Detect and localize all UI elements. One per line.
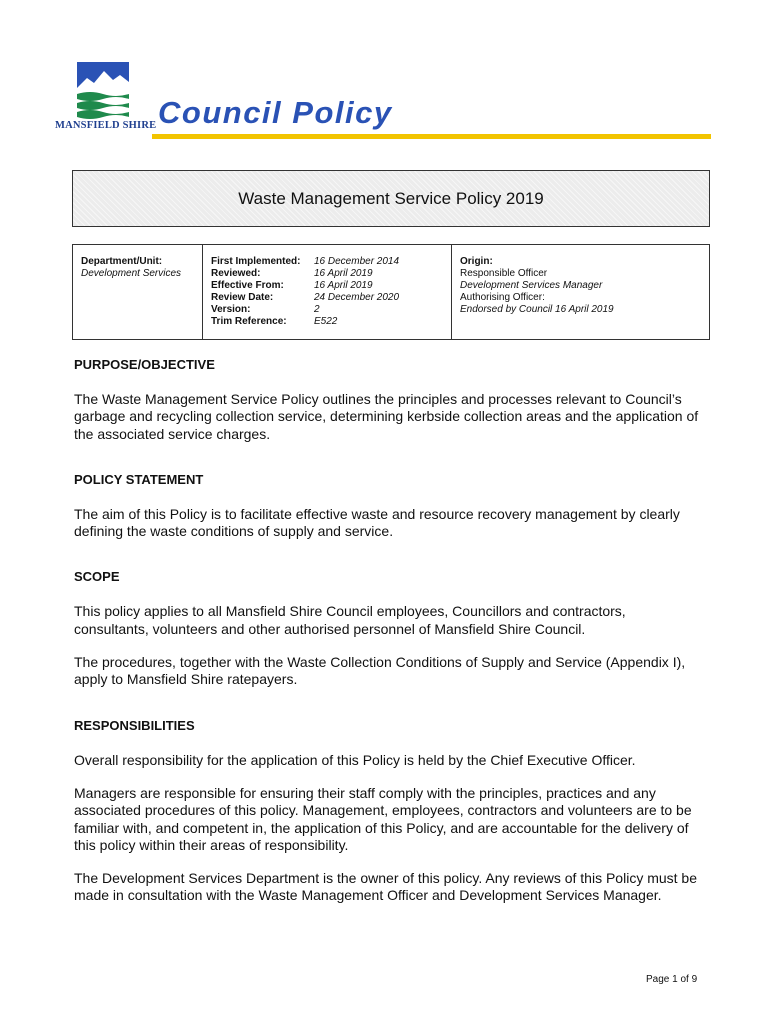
responsibilities-paragraph-3: The Development Services Department is the owner of this policy. Any reviews of this Policy must be made in consultation with the Waste Management Officer and Development Services Manager. bbox=[74, 870, 698, 904]
policy-metadata-table bbox=[72, 244, 710, 340]
meta-row: First Implemented: 16 December 2014 bbox=[211, 256, 400, 267]
department-label: Department/Unit: bbox=[81, 256, 163, 267]
meta-row: Version: 2 bbox=[211, 304, 320, 315]
authorising-officer-value: Endorsed by Council 16 April 2019 bbox=[460, 304, 614, 315]
authorising-officer-label: Authorising Officer: bbox=[460, 292, 545, 303]
policy-title: Waste Management Service Policy 2019 bbox=[238, 188, 544, 208]
mansfield-shire-logo bbox=[55, 60, 155, 135]
dates-column bbox=[202, 245, 451, 339]
department-value: Development Services bbox=[81, 268, 182, 279]
responsible-officer-label: Responsible Officer bbox=[460, 268, 548, 279]
scope-paragraph-2: The procedures, together with the Waste Collection Conditions of Supply and Service (Appendix I), apply to Mansfield Shire ratepayers. bbox=[74, 654, 686, 688]
responsible-officer-value: Development Services Manager bbox=[460, 280, 603, 291]
origin-label: Origin: bbox=[460, 256, 493, 267]
section-heading-responsibilities: RESPONSIBILITIES bbox=[74, 717, 195, 733]
logo-wordmark: MANSFIELD SHIRE bbox=[55, 120, 157, 131]
section-heading-scope: SCOPE bbox=[74, 569, 120, 585]
document-type-title: Council Policy bbox=[158, 95, 393, 130]
meta-row: Reviewed: 16 April 2019 bbox=[211, 268, 373, 279]
origin-column bbox=[451, 245, 709, 339]
page-number: Page 1 of 9 bbox=[646, 974, 698, 985]
section-heading-purpose: PURPOSE/OBJECTIVE bbox=[74, 357, 215, 372]
department-column bbox=[73, 245, 202, 339]
policy-title-box bbox=[72, 170, 710, 227]
section-heading-policy-statement: POLICY STATEMENT bbox=[74, 471, 204, 487]
mountain-river-logo-icon bbox=[77, 62, 129, 120]
meta-row: Review Date: 24 December 2020 bbox=[211, 292, 400, 303]
responsibilities-paragraph-2: Managers are responsible for ensuring their staff comply with the principles, practices and any associated procedures of this policy. Management, employees, contractors and volunteers are to be familiar with, and competent in, the application of this Policy, and are accountable for the delivery of this policy within their areas of responsibility. bbox=[74, 784, 692, 853]
purpose-paragraph: The Waste Management Service Policy outlines the principles and processes relevant to Council’s garbage and recycling collection service, determining kerbside collection areas and the application of the associated service charges. bbox=[74, 391, 699, 442]
scope-paragraph-1: This policy applies to all Mansfield Shire Council employees, Councillors and contractors, consultants, volunteers and other authorised personnel of Mansfield Shire Council. bbox=[74, 603, 626, 637]
policy-body bbox=[74, 356, 704, 921]
meta-row: Trim Reference: E522 bbox=[211, 316, 338, 327]
meta-row: Effective From: 16 April 2019 bbox=[211, 280, 373, 291]
policy-statement-paragraph: The aim of this Policy is to facilitate effective waste and resource recovery management by clearly defining the waste conditions of supply and service. bbox=[74, 505, 680, 540]
header-divider bbox=[152, 134, 711, 139]
responsibilities-paragraph-1: Overall responsibility for the application of this Policy is held by the Chief Executive Officer. bbox=[74, 751, 636, 768]
